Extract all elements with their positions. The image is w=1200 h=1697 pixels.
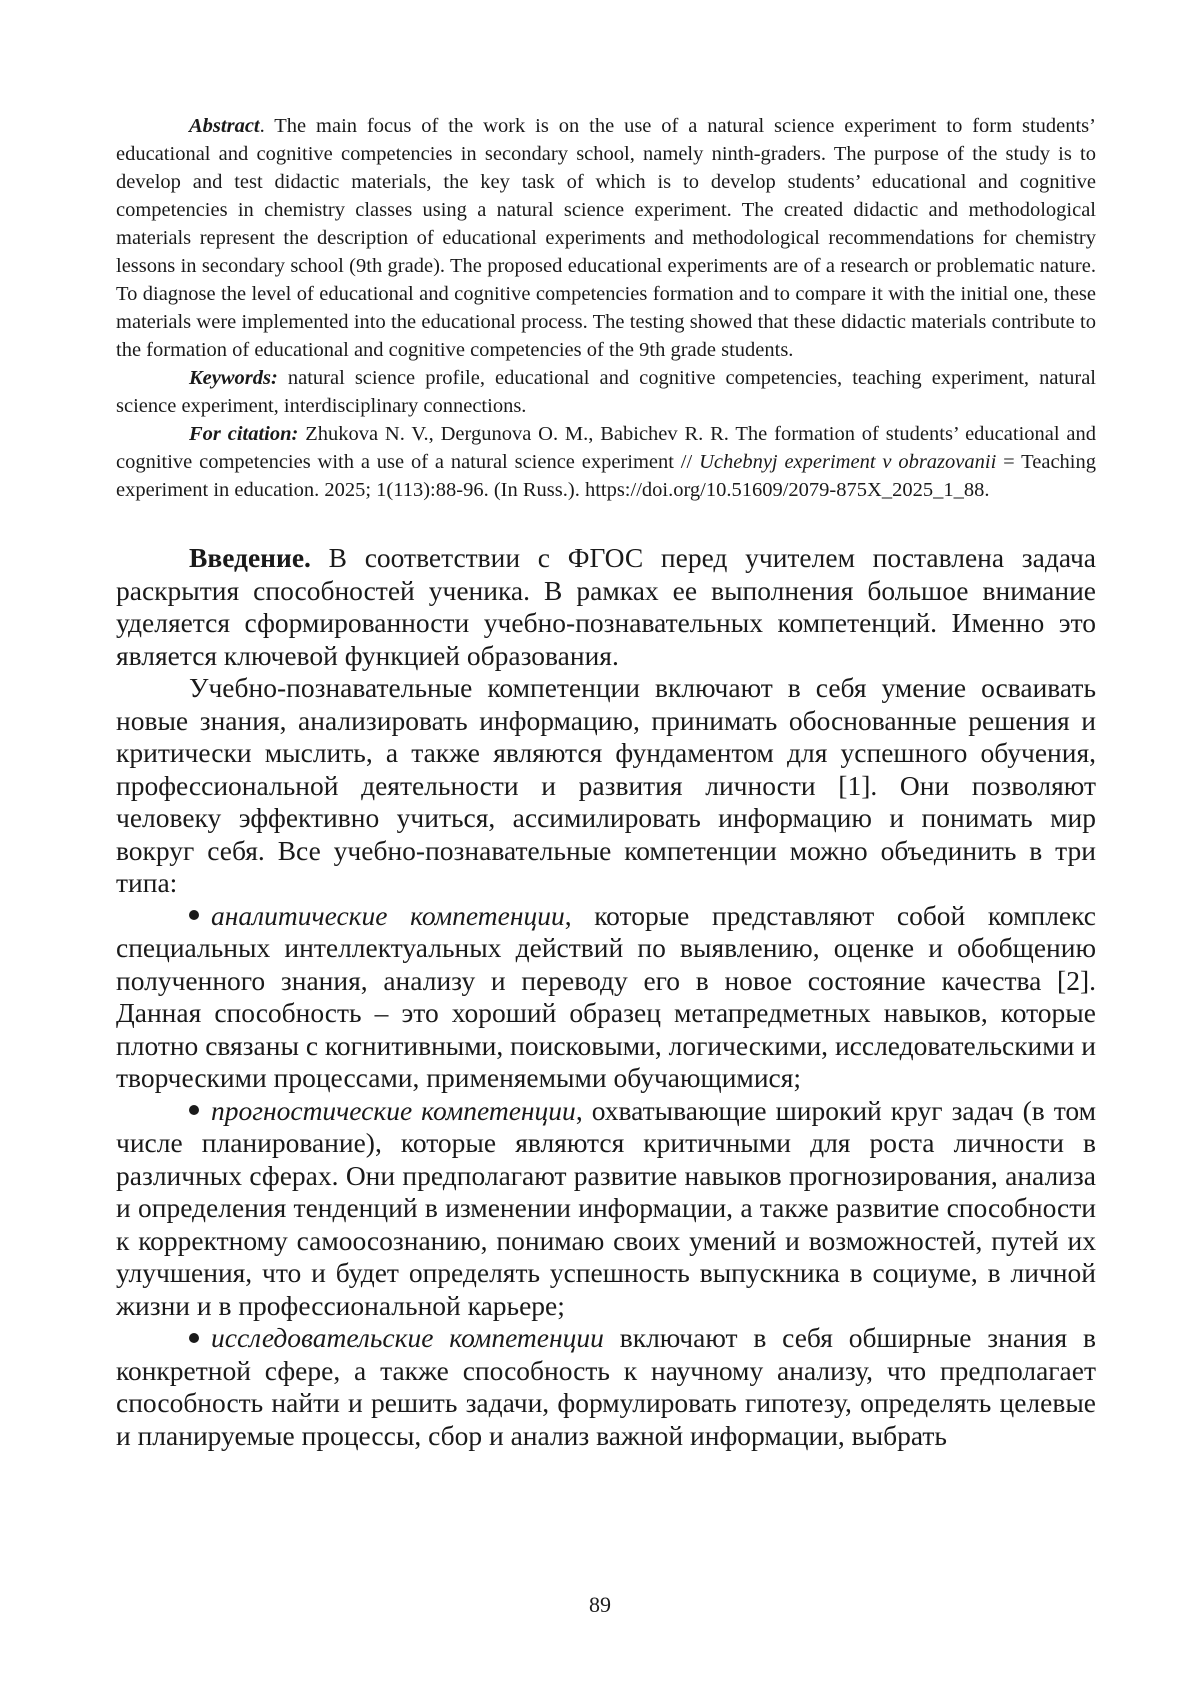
keywords-paragraph bbox=[116, 364, 1096, 420]
bullet-text: , которые представляют собой комплекс специальных интеллектуальных действий по выявлению, оценке и обобщению полученного знания, анализу и переводу его в новое состояние качества [2]. Данная способность – это хороший образец метапредметных навыков, которые плотно связаны с когнитивными, поисковыми, логическими, исследовательскими и творческими процессами, применяемыми обучающимися; bbox=[116, 899, 1097, 1093]
keywords-label: Keywords: bbox=[189, 367, 278, 389]
bullet-text: , охватывающие широкий круг задач (в том числе планирование), которые являются критичными для роста личности в различных сферах. Они предполагают развитие навыков прогнозирования, анализа и определения тенденций в изменении информации, а также развитие способности к корректному самоосознанию, понимаю своих умений и возможностей, путей их улучшения, что и будет определять успешность выпускника в социуме, в личной жизни и в профессиональной карьере; bbox=[116, 1094, 1096, 1321]
bullet-term: аналитические компетенции bbox=[211, 899, 565, 931]
bullet-dot-icon bbox=[189, 1105, 199, 1115]
intro-text: В соответствии с ФГОС перед учителем поставлена задача раскрытия способностей ученика. В рамках ее выполнения большое внимание уделяется сформированности учебно-познавательных компетенций. Именно это является ключевой функцией образования. bbox=[116, 542, 1096, 671]
bullet-text: включают в себя обширные знания в конкретной сфере, а также способность к научному анализу, что предполагает способность найти и решить задачи, формулировать гипотезу, определять целевые и планируемые процессы, сбор и анализ важной информации, выбрать bbox=[116, 1322, 1096, 1451]
bullet-term: исследовательские компетенции bbox=[211, 1322, 604, 1353]
bullet-dot-icon bbox=[189, 1333, 199, 1343]
citation-paragraph bbox=[116, 420, 1096, 504]
intro-heading: Введение. bbox=[189, 542, 311, 573]
citation-journal: Uchebnyj experiment v obrazovanii bbox=[699, 451, 997, 473]
page-number: 89 bbox=[589, 1592, 611, 1617]
intro-paragraph bbox=[116, 542, 1096, 672]
bullet-item-prognostic bbox=[116, 1095, 1096, 1323]
bullet-dot-icon bbox=[189, 910, 199, 920]
page-content bbox=[116, 112, 1096, 1452]
bullet-item-research bbox=[116, 1322, 1096, 1452]
citation-text-after: = Teaching experiment in education. 2025; 1(113):88-96. (In Russ.). https://doi.org/10.51609/2079-875X_2025_1_88. bbox=[116, 451, 1096, 501]
keywords-text: natural science profile, educational and cognitive competencies, teaching experiment, natural science experiment, interdisciplinary connections. bbox=[116, 367, 1096, 417]
bullet-term: прогностические компетенции bbox=[211, 1094, 576, 1126]
abstract-paragraph bbox=[116, 112, 1096, 364]
body-text bbox=[116, 542, 1096, 1452]
abstract-text: . The main focus of the work is on the use of a natural science experiment to form students’ educational and cognitive competencies in secondary school, namely ninth-graders. The purpose of the study is to develop and test didactic materials, the key task of which is to develop students’ educational and cognitive competencies in chemistry classes using a natural science experiment. The created didactic and methodological materials represent the description of educational experiments and methodological recommendations for chemistry lessons in secondary school (9th grade). The proposed educational experiments are of a research or problematic nature. To diagnose the level of educational and cognitive competencies formation and to compare it with the initial one, these materials were implemented into the educational process. The testing showed that these didactic materials contribute to the formation of educational and cognitive competencies of the 9th grade students. bbox=[116, 115, 1096, 361]
abstract-label: Abstract bbox=[189, 115, 260, 137]
citation-text-before: Zhukova N. V., Dergunova O. M., Babichev R. R. The formation of students’ educational and cognitive competencies with a use of a natural science experiment // bbox=[116, 423, 1096, 473]
competencies-paragraph: Учебно-познавательные компетенции включают в себя умение осваивать новые знания, анализировать информацию, принимать обоснованные решения и критически мыслить, а также являются фундаментом для успешного обучения, профессиональной деятельности и развития личности [1]. Они позволяют человеку эффективно учиться, ассимилировать информацию и понимать мир вокруг себя. Все учебно-познавательные компетенции можно объединить в три типа: bbox=[116, 672, 1096, 898]
bullet-item-analytical bbox=[116, 900, 1096, 1095]
citation-label: For citation: bbox=[189, 423, 299, 445]
